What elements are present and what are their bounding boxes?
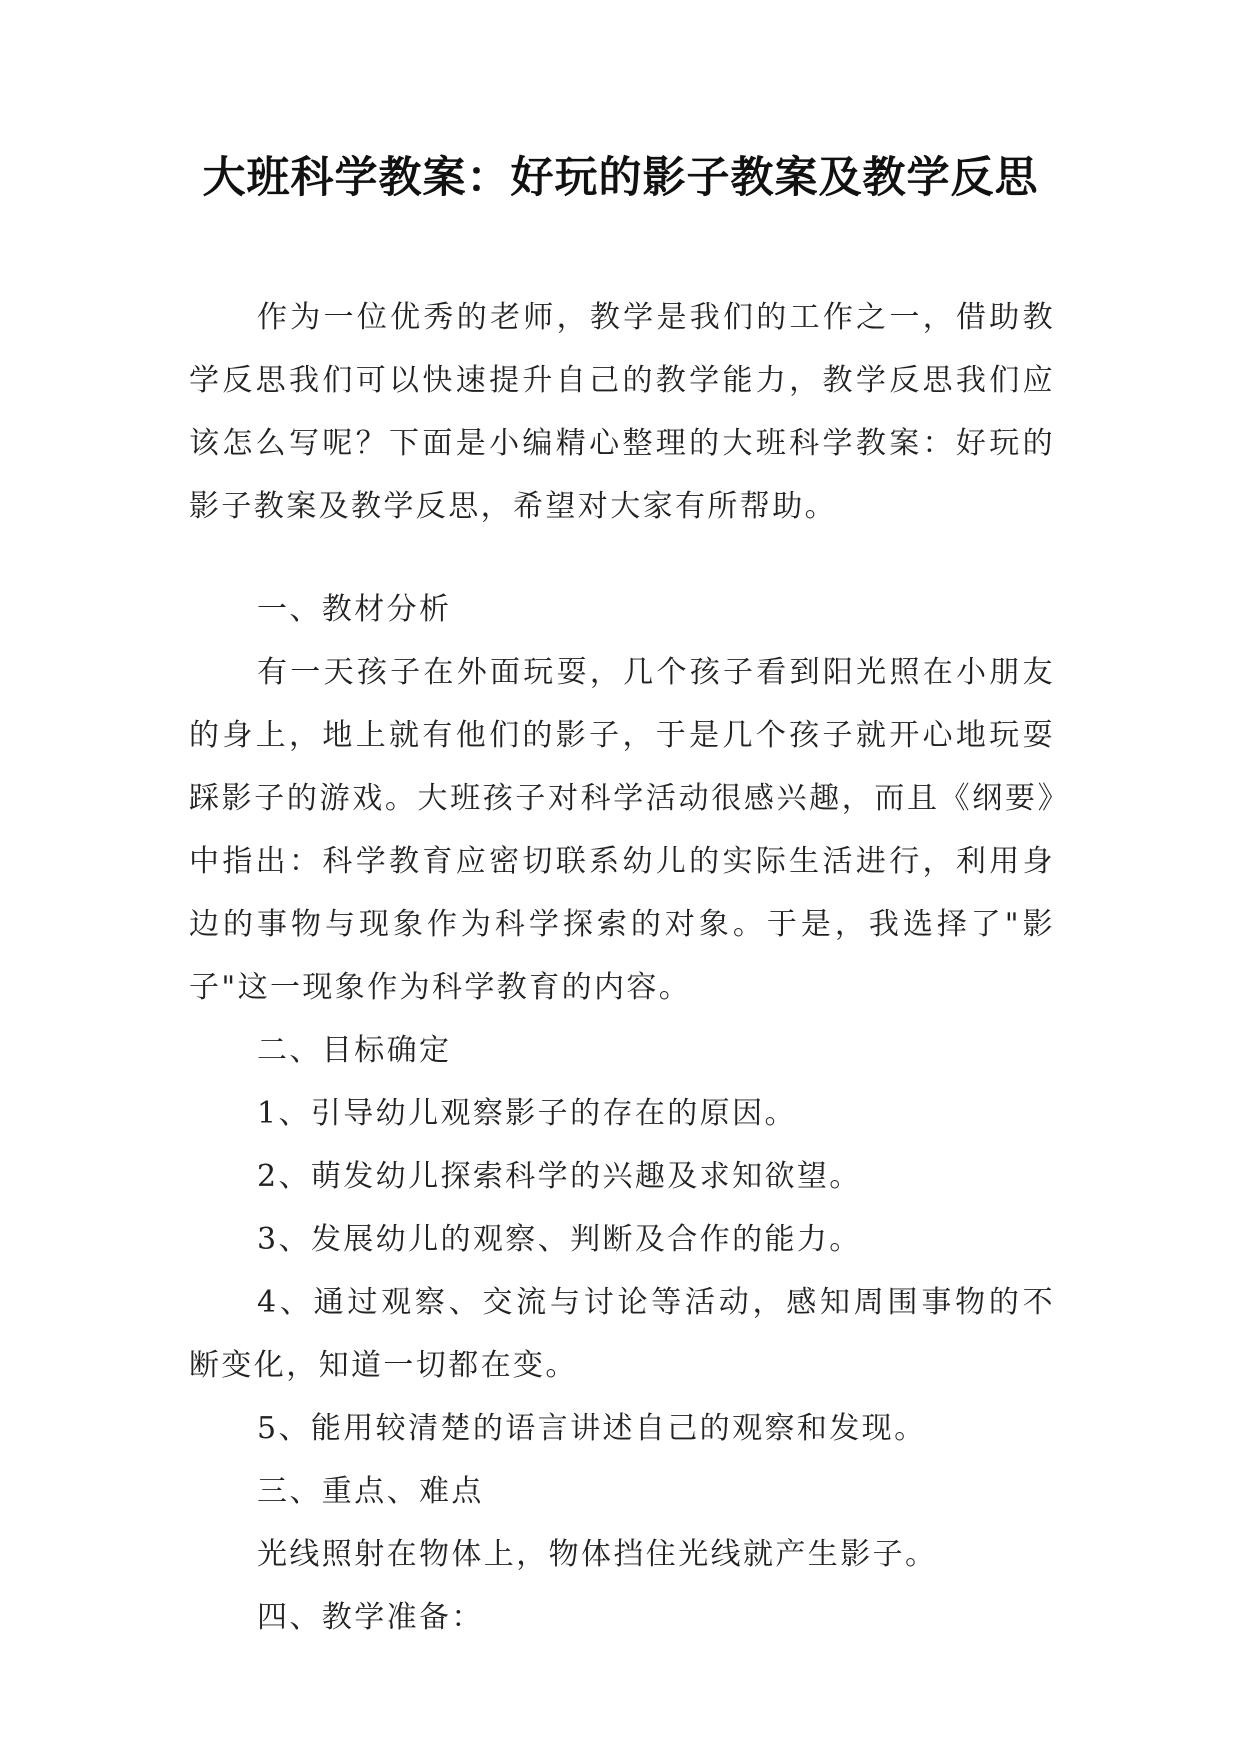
goal-item-4: 4、通过观察、交流与讨论等活动，感知周围事物的不断变化，知道一切都在变。 — [189, 1285, 1055, 1383]
intro-block — [189, 286, 1055, 538]
section-heading-materials: 一、教材分析 — [257, 592, 452, 627]
key-points-text: 光线照射在物体上，物体挡住光线就产生影子。 — [257, 1537, 938, 1572]
materials-paragraph: 有一天孩子在外面玩耍，几个孩子看到阳光照在小朋友的身上，地上就有他们的影子，于是几个孩子就开心地玩耍踩影子的游戏。大班孩子对科学活动很感兴趣，而且《纲要》中指出：科学教育应密切联系幼儿的实际生活进行，利用身边的事物与现象作为科学探索的对象。于是，我选择了"影子"这一现象作为科学教育的内容。 — [189, 655, 1055, 1005]
goal-item-2: 2、萌发幼儿探索科学的兴趣及求知欲望。 — [257, 1159, 862, 1194]
goal-item-3: 3、发展幼儿的观察、判断及合作的能力。 — [257, 1222, 862, 1257]
section-heading-key-points: 三、重点、难点 — [257, 1474, 484, 1509]
main-content — [189, 578, 1055, 1649]
goal-item-1: 1、引导幼儿观察影子的存在的原因。 — [257, 1096, 797, 1131]
section-heading-goals: 二、目标确定 — [257, 1033, 452, 1068]
intro-paragraph: 作为一位优秀的老师，教学是我们的工作之一，借助教学反思我们可以快速提升自己的教学能力，教学反思我们应该怎么写呢？下面是小编精心整理的大班科学教案：好玩的影子教案及教学反思，希望对大家有所帮助。 — [189, 300, 1055, 524]
goal-item-5: 5、能用较清楚的语言讲述自己的观察和发现。 — [257, 1411, 927, 1446]
document-title: 大班科学教案：好玩的影子教案及教学反思 — [202, 153, 1039, 203]
section-heading-preparation: 四、教学准备： — [257, 1600, 484, 1635]
